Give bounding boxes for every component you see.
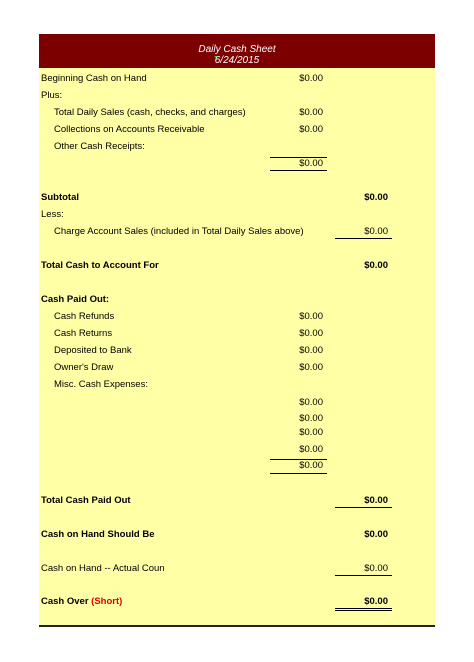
row-misc-value [39,396,435,410]
cell-value[interactable]: $0.00 [299,345,323,356]
row-label: Total Daily Sales (cash, checks, and charges) [54,107,246,118]
cell-value[interactable]: $0.00 [299,397,323,408]
cell-value[interactable]: $0.00 [299,158,323,169]
row-other-receipts [39,140,435,154]
row-subtotal [39,191,435,205]
row-misc [39,378,435,392]
row-should-be [39,528,435,542]
cell-value[interactable]: $0.00 [364,192,388,203]
cell-value[interactable]: $0.00 [299,444,323,455]
cell-value[interactable]: $0.00 [299,427,323,438]
cell-value[interactable]: $0.00 [364,226,388,237]
row-deposited [39,344,435,358]
underline [270,170,327,171]
row-label: Cash on Hand -- Actual Coun [41,563,165,574]
double-underline [335,610,392,611]
row-label: Cash on Hand Should Be [41,529,155,540]
cell-value[interactable]: $0.00 [299,328,323,339]
cell-value[interactable]: $0.00 [299,124,323,135]
row-collections [39,123,435,137]
row-cash-returns [39,327,435,341]
sheet-header [39,34,435,68]
row-label: Cash Returns [54,328,113,339]
cell-value[interactable]: $0.00 [299,311,323,322]
cell-value[interactable]: $0.00 [299,73,323,84]
cell-value[interactable]: $0.00 [364,596,388,607]
row-total-cash-account [39,259,435,273]
row-charge-sales [39,225,435,239]
double-underline [335,608,392,609]
row-other-receipts-value [39,157,435,171]
row-label: Collections on Accounts Receivable [54,124,205,135]
cash-sheet [39,34,435,625]
cell-value[interactable]: $0.00 [364,529,388,540]
row-label: Owner's Draw [54,362,114,373]
row-label: Total Cash to Account For [41,260,159,271]
cell-value[interactable]: $0.00 [299,362,323,373]
cell-value[interactable]: $0.00 [364,563,388,574]
sheet-bottom-border [39,625,435,627]
row-misc-value [39,443,435,457]
cell-value[interactable]: $0.00 [364,495,388,506]
underline [335,575,392,576]
cash-over-label: Cash Over [41,596,89,607]
row-beginning-cash [39,72,435,86]
row-label [41,595,122,609]
cell-value[interactable]: $0.00 [299,460,323,471]
row-cash-refunds [39,310,435,324]
row-total-daily-sales [39,106,435,120]
row-label: Total Cash Paid Out [41,495,131,506]
sheet-date[interactable]: 6/24/2015 [214,55,260,66]
sheet-title: Daily Cash Sheet [198,44,276,55]
row-misc-value [39,459,435,473]
short-label: (Short) [91,596,123,607]
row-label: Cash Refunds [54,311,115,322]
row-misc-value [39,426,435,440]
cell-value[interactable]: $0.00 [364,260,388,271]
row-label: Cash Paid Out: [41,294,110,305]
row-label: Charge Account Sales (included in Total Daily Sales above) [54,226,304,237]
cell-value[interactable]: $0.00 [299,107,323,118]
underline [270,473,327,474]
row-owners-draw [39,361,435,375]
underline [335,238,392,239]
row-over-short [39,595,435,609]
row-label: Beginning Cash on Hand [41,73,147,84]
row-less [39,208,435,222]
row-label: Less: [41,209,64,220]
row-misc-value [39,412,435,426]
row-cash-paid-out [39,293,435,307]
row-label: Misc. Cash Expenses: [54,379,148,390]
underline [335,507,392,508]
row-plus [39,89,435,103]
row-label: Other Cash Receipts: [54,141,145,152]
row-label: Deposited to Bank [54,345,132,356]
row-label: Subtotal [41,192,79,203]
row-total-paid-out [39,494,435,508]
row-label: Plus: [41,90,63,101]
row-actual [39,562,435,576]
cell-value[interactable]: $0.00 [299,413,323,424]
